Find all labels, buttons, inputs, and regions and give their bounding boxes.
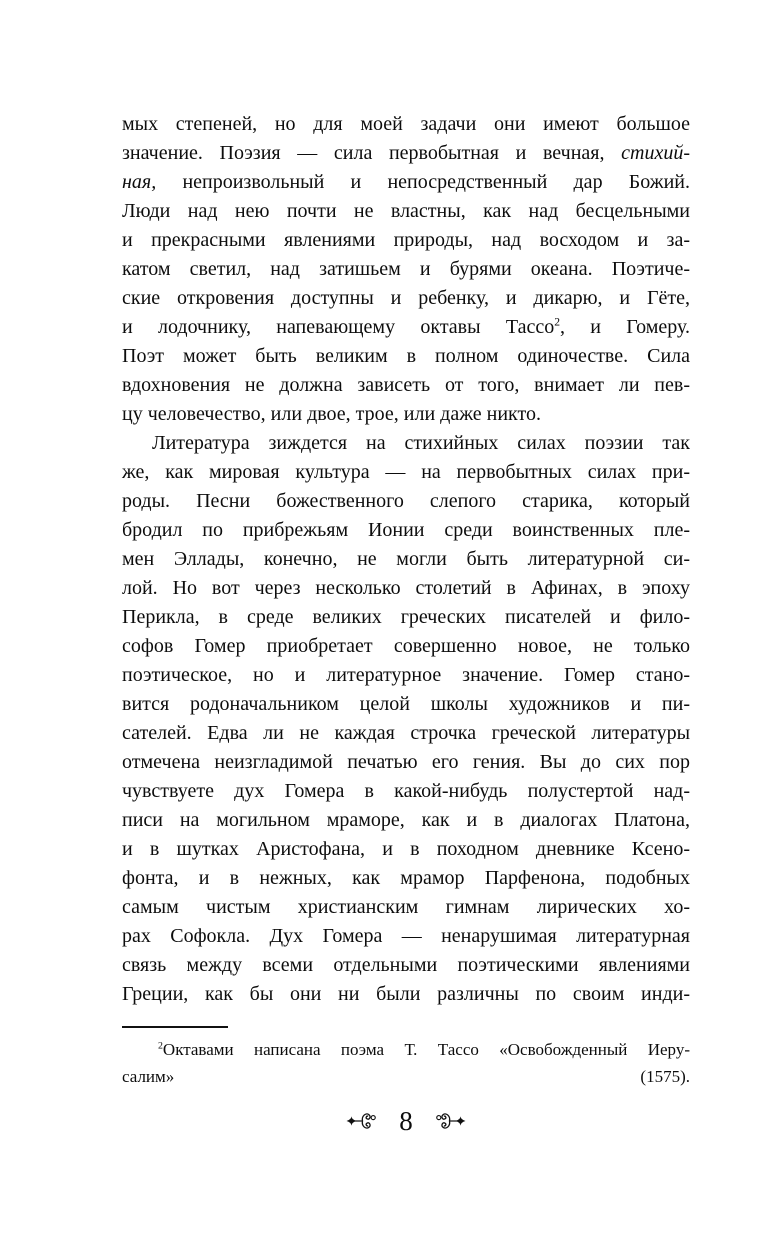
body-text-line: сателей. Едва ли не каждая строчка греческой литературы (122, 722, 690, 744)
body-text-line: рах Софокла. Дух Гомера — ненарушимая литературная (122, 925, 690, 947)
body-text-line: же, как мировая культура — на первобытных силах при- (122, 461, 690, 483)
body-text-line: Люди над нею почти не властны, как над бесцельными (122, 200, 690, 222)
body-text-line: Поэт может быть великим в полном одиночестве. Сила (122, 345, 690, 367)
body-text-line: ная, непроизвольный и непосредственный дар Божий. (122, 171, 690, 193)
body-text-line: и прекрасными явлениями природы, над восходом и за- (122, 229, 690, 251)
body-text (122, 110, 690, 1009)
fleuron-left-icon (345, 1109, 377, 1133)
fleuron-right-icon (435, 1109, 467, 1133)
body-text-line: софов Гомер приобретает совершенно новое, не только (122, 635, 690, 657)
body-text-line: Перикла, в среде великих греческих писателей и фило- (122, 606, 690, 628)
body-text-line: вится родоначальником целой школы художников и пи- (122, 693, 690, 715)
body-text-line: Греции, как бы они ни были различны по своим инди- (122, 983, 690, 1005)
body-text-line: вдохновения не должна зависеть от того, внимает ли пев- (122, 374, 690, 396)
body-text-line: и в шутках Аристофана, и в походном дневнике Ксено- (122, 838, 690, 860)
body-text-line: фонта, и в нежных, как мрамор Парфенона, подобных (122, 867, 690, 889)
body-text-line: писи на могильном мраморе, как и в диалогах Платона, (122, 809, 690, 831)
body-text-line: значение. Поэзия — сила первобытная и вечная, стихий- (122, 142, 690, 164)
body-text-line: чувствуете дух Гомера в какой-нибудь полустертой над- (122, 780, 690, 802)
body-text-line: ские откровения доступны и ребенку, и дикарю, и Гёте, (122, 287, 690, 309)
body-text-line: поэтическое, но и литературное значение. Гомер стано- (122, 664, 690, 686)
body-text-line: роды. Песни божественного слепого старика, который (122, 490, 690, 512)
body-text-line: Литература зиждется на стихийных силах поэзии так (152, 432, 690, 454)
footnote (122, 1036, 690, 1090)
footnote-line: $^2$Октавами написана поэма Т. Тассо «Освобожденный Иеру- (158, 1040, 690, 1059)
footnote-marker: 2 (158, 1040, 163, 1052)
body-text-line: и лодочнику, напевающему октавы Тассо$^2$, и Гомеру. (122, 315, 690, 338)
body-text-line: мен Эллады, конечно, не могли быть литературной си- (122, 548, 690, 570)
footnote-divider (122, 1026, 228, 1028)
footnote-line: салим» (1575). (122, 1067, 690, 1086)
footnote-marker: 2 (554, 315, 560, 329)
emphasized-text: стихий- (621, 142, 690, 164)
page-footer (122, 1104, 690, 1138)
body-text-line: лой. Но вот через несколько столетий в Афинах, в эпоху (122, 577, 690, 599)
page-number: 8 (399, 1105, 413, 1136)
body-text-line: связь между всеми отдельными поэтическими явлениями (122, 954, 690, 976)
body-text-line: цу человечество, или двое, трое, или даже никто. (122, 403, 541, 425)
body-text-line: катом светил, над затишьем и бурями океана. Поэтиче- (122, 258, 690, 280)
body-text-line: самым чистым христианским гимнам лирических хо- (122, 896, 690, 918)
emphasized-text: ная, (122, 171, 157, 193)
body-text-line: мых степеней, но для моей задачи они имеют большое (122, 113, 690, 135)
footnote-area (122, 1026, 690, 1090)
body-text-line: отмечена неизгладимой печатью его гения. Вы до сих пор (122, 751, 690, 773)
body-text-line: бродил по прибрежьям Ионии среди воинственных пле- (122, 519, 690, 541)
